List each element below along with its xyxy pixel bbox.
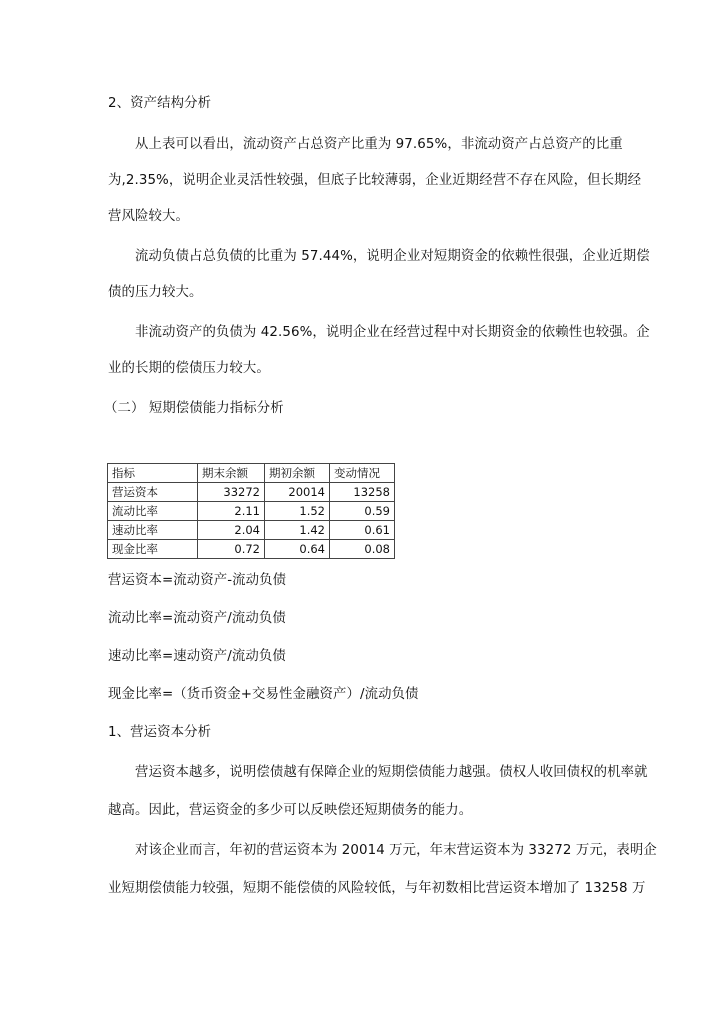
formula-current-ratio: 流动比率=流动资产/流动负债	[108, 611, 286, 626]
formula-cash-ratio: 现金比率=（货币资金+交易性金融资产）/流动负债	[108, 687, 419, 702]
solvency-indicator-table	[107, 463, 395, 559]
table-cell: 20014	[265, 483, 330, 502]
table-cell: 2.11	[198, 502, 265, 521]
table-cell: 0.64	[265, 540, 330, 559]
paragraph-line: 业的长期的偿债压力较大。	[108, 361, 270, 376]
paragraph-line: 债的压力较大。	[108, 285, 203, 300]
table-cell: 0.59	[330, 502, 395, 521]
table-row	[108, 483, 395, 502]
table-row	[108, 521, 395, 540]
table-row	[108, 540, 395, 559]
heading-asset-structure: 2、资产结构分析	[108, 96, 212, 111]
paragraph-line: 为,2.35%，说明企业灵活性较强，但底子比较薄弱，企业近期经营不存在风险，但长期经	[108, 173, 642, 188]
table-header-row	[108, 464, 395, 483]
table-cell: 现金比率	[108, 540, 198, 559]
heading-working-capital-analysis: 1、营运资本分析	[108, 725, 212, 740]
formula-working-capital: 营运资本=流动资产-流动负债	[108, 573, 287, 588]
paragraph-line: 越高。因此，营运资金的多少可以反映偿还短期债务的能力。	[108, 803, 473, 818]
table-cell: 33272	[198, 483, 265, 502]
table-cell: 流动比率	[108, 502, 198, 521]
paragraph-line: 对该企业而言，年初的营运资本为 20014 万元，年末营运资本为 33272 万元，表明企	[135, 843, 657, 858]
table-cell: 13258	[330, 483, 395, 502]
table-cell: 营运资本	[108, 483, 198, 502]
paragraph-line: 非流动资产的负债为 42.56%，说明企业在经营过程中对长期资金的依赖性也较强。企	[135, 325, 650, 340]
table-header-cell: 指标	[108, 464, 198, 483]
table-header-cell: 期初余额	[265, 464, 330, 483]
paragraph-line: 从上表可以看出，流动资产占总资产比重为 97.65%，非流动资产占总资产的比重	[135, 137, 623, 152]
table-cell: 0.08	[330, 540, 395, 559]
paragraph-line: 业短期偿债能力较强，短期不能偿债的风险较低，与年初数相比营运资本增加了 13258 万	[108, 881, 646, 896]
table-header-cell: 期末余额	[198, 464, 265, 483]
paragraph-line: 营风险较大。	[108, 209, 189, 224]
table-header-cell: 变动情况	[330, 464, 395, 483]
table-cell: 1.52	[265, 502, 330, 521]
paragraph-line: 流动负债占总负债的比重为 57.44%，说明企业对短期资金的依赖性很强，企业近期偿	[135, 249, 650, 264]
table-cell: 2.04	[198, 521, 265, 540]
table-cell: 速动比率	[108, 521, 198, 540]
heading-short-term-solvency: （二） 短期偿债能力指标分析	[104, 401, 284, 416]
table-cell: 0.61	[330, 521, 395, 540]
formula-quick-ratio: 速动比率=速动资产/流动负债	[108, 649, 286, 664]
paragraph-line: 营运资本越多，说明偿债越有保障企业的短期偿债能力越强。债权人收回债权的机率就	[135, 765, 648, 780]
table-row	[108, 502, 395, 521]
table-cell: 1.42	[265, 521, 330, 540]
table-cell: 0.72	[198, 540, 265, 559]
